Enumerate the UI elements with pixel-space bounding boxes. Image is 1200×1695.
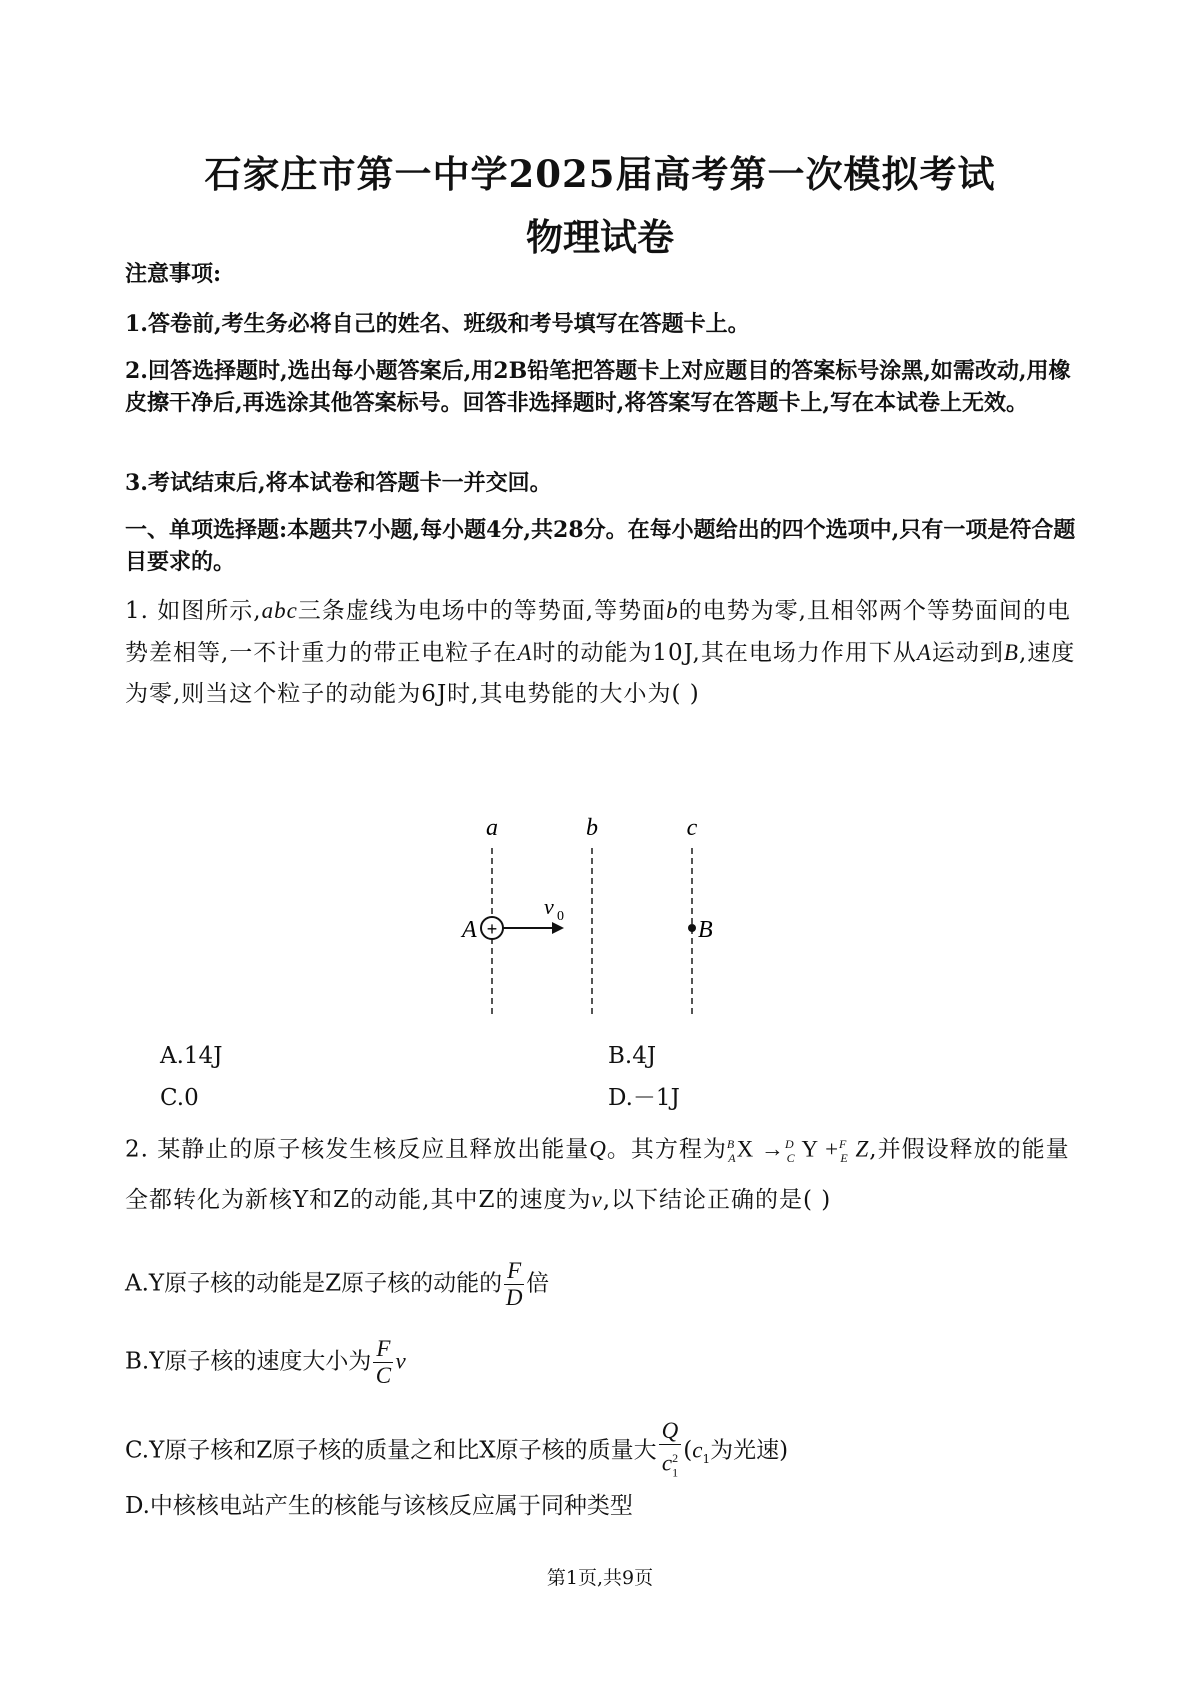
- question-2-stem: 2. 某静止的原子核发生核反应且释放出能量Q。其方程为$^B_A$X →$^D_C$ Y +$^F_E$ Z,并假设释放的能量全都转化为新核Y和Z的动能,其中Z的速度为v,以下结论正确的是( ): [125, 1124, 1080, 1221]
- point-B-dot: [688, 924, 696, 932]
- reaction-equation: $^B_A$X →$^D_C$ Y +$^F_E$ Z: [726, 1136, 870, 1166]
- velocity-label: v: [544, 894, 554, 919]
- notice-heading: 注意事项:: [125, 261, 222, 287]
- notice-item-3: 3.考试结束后,将本试卷和答题卡一并交回。: [125, 470, 552, 496]
- plus-sign: +: [486, 919, 498, 939]
- fraction-F-over-C: $\frac{F}{C}$: [373, 1336, 393, 1389]
- point-A-label: A: [462, 917, 477, 943]
- q2-option-b: B.Y原子核的速度大小为 $\frac{F}{C}$ v: [125, 1336, 406, 1388]
- q1-option-c: C.0: [160, 1085, 199, 1111]
- notice-item-2: 2.回答选择题时,选出每小题答案后,用2B铅笔把答题卡上对应题目的答案标号涂黑,如需改动,用橡皮擦干净后,再选涂其他答案标号。回答非选择题时,将答案写在答题卡上,写在本试卷上无效。: [125, 358, 1071, 416]
- fraction-F-over-D: $\frac{F}{D}$: [505, 1258, 523, 1310]
- velocity-subscript: 0: [557, 909, 564, 924]
- point-B-label: B: [698, 917, 713, 943]
- label-c: c: [686, 815, 698, 841]
- section-1-heading: 一、单项选择题:本题共7小题,每小题4分,共28分。在每小题给出的四个选项中,只有一项是符合题目要求的。: [125, 517, 1076, 575]
- q2-option-c: C.Y原子核和Z原子核的质量之和比X原子核的质量大 $\frac{Q}{c_1^2}$ ($c_1$为光速): [125, 1418, 788, 1485]
- label-a: a: [486, 815, 498, 841]
- q1-option-a: A.14J: [160, 1043, 223, 1069]
- q1-option-d: D.－1J: [608, 1085, 680, 1111]
- label-b: b: [586, 815, 598, 841]
- question-1-stem: 1. 如图所示,abc三条虚线为电场中的等势面,等势面b的电势为零,且相邻两个等势面间的电势差相等,一不计重力的带正电粒子在A时的动能为10J,其在电场力作用下从A运动到B,速度为零,则当这个粒子的动能为6J时,其电势能的大小为( ): [125, 598, 1076, 707]
- exam-title: 石家庄市第一中学2025届高考第一次模拟考试: [204, 152, 996, 196]
- notice-item-1: 1.答卷前,考生务必将自己的姓名、班级和考号填写在答题卡上。: [125, 311, 750, 337]
- equipotential-figure: [440, 800, 740, 1030]
- question-number: 1.: [125, 598, 149, 624]
- q1-option-b: B.4J: [608, 1043, 657, 1069]
- fraction-Q-over-c1-squared: $\frac{Q}{c_1^2}$: [659, 1418, 682, 1485]
- q2-option-d: D.中核核电站产生的核能与该核反应属于同种类型: [125, 1493, 633, 1519]
- q2-option-a: A.Y原子核的动能是Z原子核的动能的 $\frac{F}{D}$ 倍: [125, 1258, 550, 1310]
- exam-subtitle: 物理试卷: [526, 215, 674, 259]
- page-footer: 第1页,共9页: [546, 1567, 654, 1589]
- question-number: 2.: [125, 1136, 149, 1163]
